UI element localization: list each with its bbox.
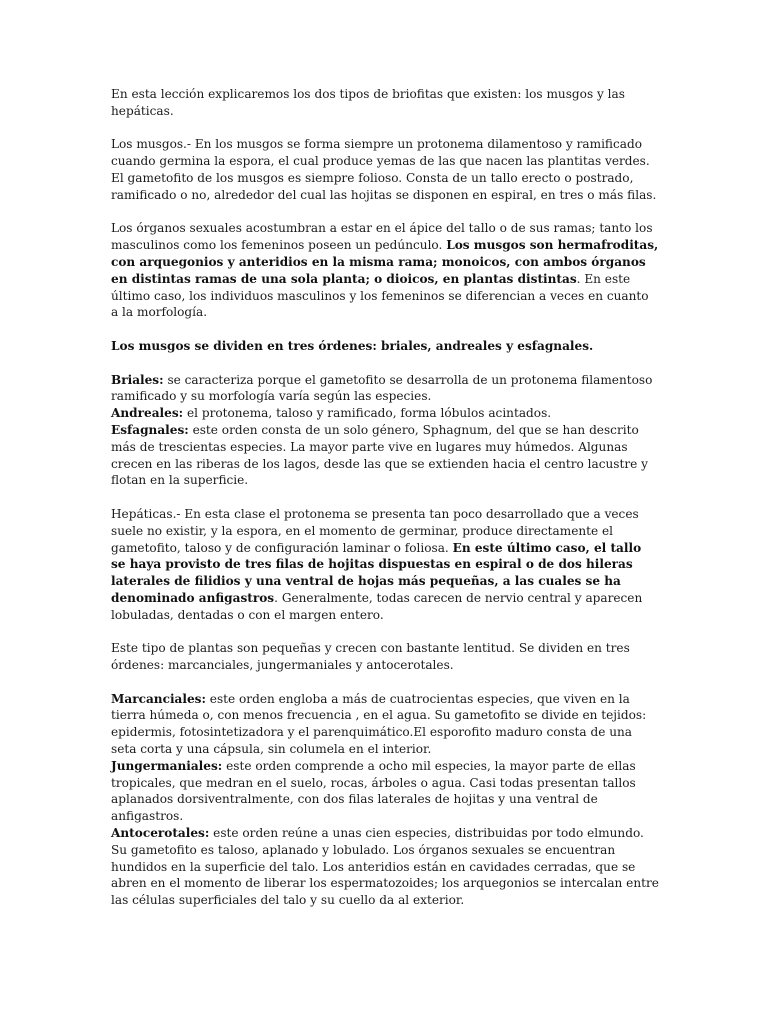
hepaticas-orders-list xyxy=(111,691,659,909)
andreales-text: el protonema, taloso y ramificado, forma lóbulos acintados. xyxy=(183,406,552,421)
hepaticas-text-1: Hepáticas.- En esta clase el protonema se presenta tan poco desarrollado que a veces suele no existir, y la espora, en el momento de germinar, produce directamente el gametofito, taloso y de configuración laminar o foliosa. xyxy=(111,506,639,555)
esfagnales-text: este orden consta de un solo género, Sphagnum, del que se han descrito más de trescientas especies. La mayor parte vive en lugares muy húmedos. Algunas crecen en las riberas de los lagos, desde las que se extienden hacia el centro lacustre y flotan en la superficie. xyxy=(111,422,648,488)
marcanciales-term: Marcanciales: xyxy=(111,691,206,706)
briales-term: Briales: xyxy=(111,372,164,387)
esfagnales-term: Esfagnales: xyxy=(111,422,189,437)
organos-paragraph xyxy=(111,220,659,321)
marcanciales-text: este orden engloba a más de cuatrocientas especies, que viven en la tierra húmeda o, con menos frecuencia , en el agua. Su gametofito se divide en tejidos: epidermis, fotosintetizadora y el parenquimático.El esporofito maduro consta de una seta corta y una cápsula, sin columela en el interior. xyxy=(111,691,647,757)
antocerotales-text: este orden reúne a unas cien especies, distribuidas por todo elmundo. Su gametofito es taloso, aplanado y lobulado. Los órganos sexuales se encuentran hundidos en la superficie del talo. Los anteridios están en cavidades cerradas, que se abren en el momento de liberar los espermatozoides; los arquegonios se intercalan entre las células superficiales del talo y su cuello da al exterior. xyxy=(111,826,659,908)
hepaticas-text-2: . Generalmente, todas carecen de nervio central y aparecen lobuladas, dentadas o con el margen entero. xyxy=(111,590,643,622)
intro-paragraph: En esta lección explicaremos los dos tipos de briofitas que existen: los musgos y las hepáticas. xyxy=(111,87,625,118)
jungermaniales-term: Jungermaniales: xyxy=(111,758,223,773)
jungermaniales-text: este orden comprende a ocho mil especies, la mayor parte de ellas tropicales, que medran en el suelo, rocas, árboles o agua. Casi todas presentan tallos aplanados dorsiventralmente, con dos filas laterales de hojitas y una ventral de anfigastros. xyxy=(111,758,636,824)
jungermaniales-entry xyxy=(111,758,659,825)
andreales-term: Andreales: xyxy=(111,406,184,421)
hepaticas-paragraph xyxy=(111,506,659,624)
esfagnales-entry xyxy=(111,422,659,489)
hepaticas-bold: En este último caso, el tallo se haya provisto de tres filas de hojitas dispuestas en espiral o de dos hileras laterales de filidios y una ventral de hojas más pequeñas, a las cuales se ha denominado anfigastros xyxy=(111,540,642,605)
plantas-paragraph: Este tipo de plantas son pequeñas y crecen con bastante lentitud. Se dividen en tres órdenes: marcanciales, jungermaniales y antocerotales. xyxy=(111,641,630,673)
andreales-entry xyxy=(111,405,659,422)
organos-text-1: Los órganos sexuales acostumbran a estar en el ápice del tallo o de sus ramas; tanto los masculinos como los femeninos poseen un pedúnculo. xyxy=(111,221,653,253)
briales-text: se caracteriza porque el gametofito se desarrolla de un protonema filamentoso ramificado y su morfología varía según las especies. xyxy=(111,372,653,404)
marcanciales-entry xyxy=(111,691,659,758)
organos-text-2: . En este último caso, los individuos masculinos y los femeninos se diferencian a veces en cuanto a la morfología. xyxy=(111,271,649,320)
document-page xyxy=(111,86,659,909)
ordenes-title: Los musgos se dividen en tres órdenes: briales, andreales y esfagnales. xyxy=(111,338,594,353)
musgos-intro-paragraph: Los musgos.- En los musgos se forma siempre un protonema dilamentoso y ramificado cuando germina la espora, el cual produce yemas de las que nacen las plantitas verdes. El gametofito de los musgos es siempre folioso. Consta de un tallo erecto o postrado, ramificado o no, alrededor del cual las hojitas se disponen en espiral, en tres o más filas. xyxy=(111,137,657,202)
musgos-orders-list xyxy=(111,372,659,490)
spacer xyxy=(111,489,659,506)
ordenes-heading xyxy=(111,338,659,355)
antocerotales-term: Antocerotales: xyxy=(111,826,210,841)
organos-bold: Los musgos son hermafroditas, con arquegonios y anteridios en la misma rama; monoicos, con ambos órganos en distintas ramas de una sola planta; o dioicos, en plantas distintas xyxy=(111,238,659,286)
antocerotales-entry xyxy=(111,825,659,909)
briales-entry xyxy=(111,372,659,406)
